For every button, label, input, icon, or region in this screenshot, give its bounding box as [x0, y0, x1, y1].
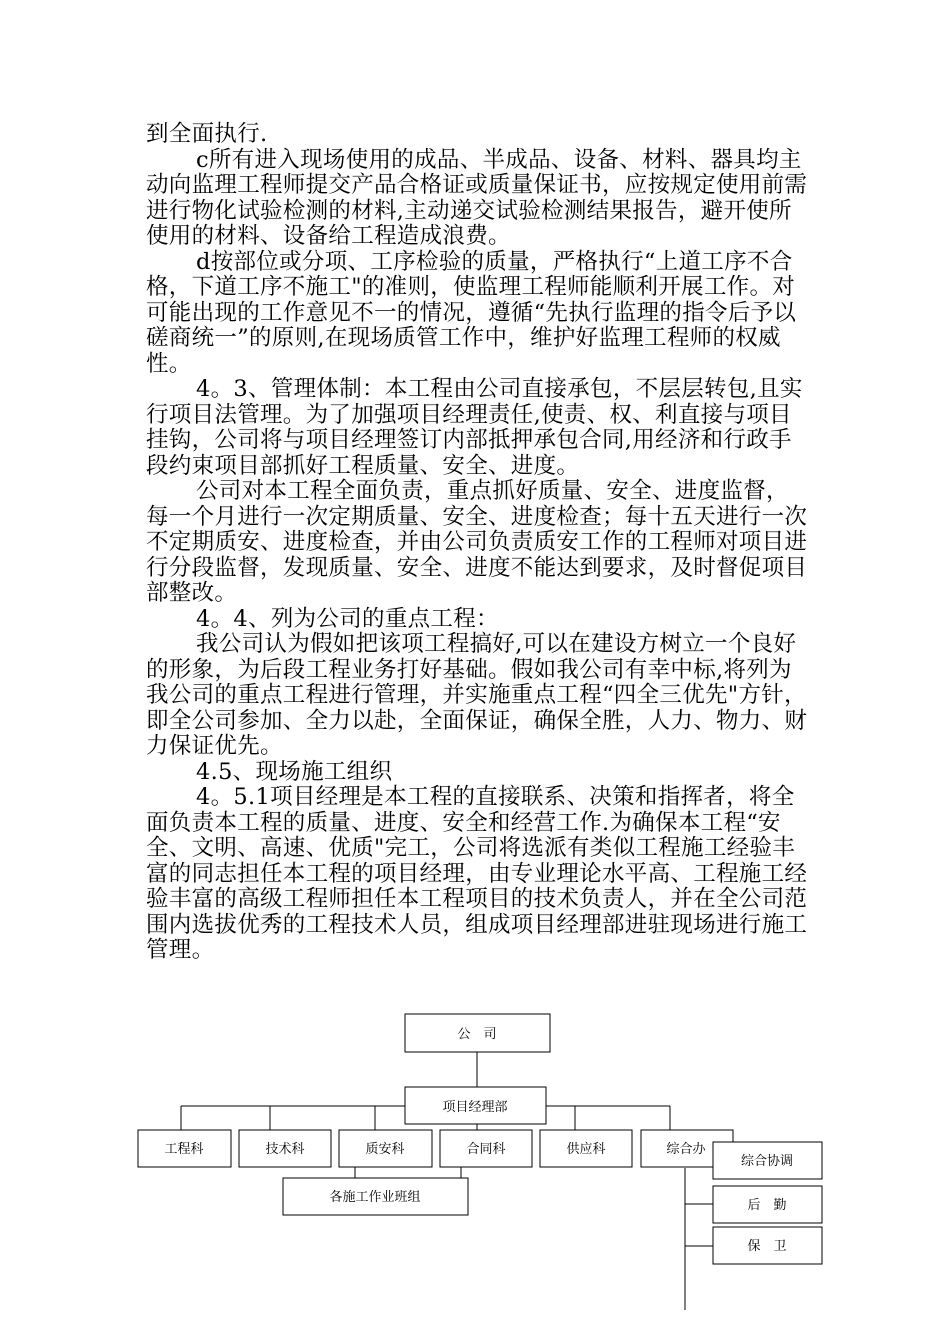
admin-sub-label: 保 卫: [747, 1239, 787, 1254]
paragraph: 到全面执行.: [146, 121, 268, 147]
dept-label: 质安科: [365, 1142, 405, 1157]
admin-sub-label: 后 勤: [747, 1198, 787, 1213]
company-label: 公 司: [457, 1027, 497, 1042]
paragraph: 我公司认为假如把该项工程搞好,可以在建设方树立一个良好的形象，为后段工程业务打好基础。假如我公司有幸中标,将列为我公司的重点工程进行管理，并实施重点工程“四全三优先"方针，即全公司参加、全力以赴，全面保证，确保全胜，人力、物力、财力保证优先。: [146, 631, 808, 759]
dept-label: 供应科: [566, 1142, 606, 1157]
paragraph: 公司对本工程全面负责，重点抓好质量、安全、进度监督，每一个月进行一次定期质量、安全、进度检查；每十五天进行一次不定期质安、进度检查，并由公司负责质安工作的工程师对项目进行分段监督，发现质量、安全、进度不能达到要求，及时督促项目部整改。: [146, 478, 808, 606]
paragraph: 4。4、列为公司的重点工程：: [196, 605, 499, 632]
paragraph: 4。5.1项目经理是本工程的直接联系、决策和指挥者，将全面负责本工程的质量、进度、安全和经营工作.为确保本工程“安全、文明、高速、优质"完工，公司将选派有类似工程施工经验丰富的同志担任本工程的项目经理，由专业理论水平高、工程施工经验丰富的高级工程师担任本工程项目的技术负责人，并在全公司范围内选拔优秀的工程技术人员，组成项目经理部进驻现场进行施工管理。: [146, 784, 808, 963]
project-dept-label: 项目经理部: [442, 1100, 508, 1115]
paragraph: 4.5、现场施工组织: [196, 758, 393, 785]
paragraph: 4。3、管理体制：本工程由公司直接承包，不层层转包,且实行项目法管理。为了加强项目经理责任,使责、权、利直接与项目挂钩，公司将与项目经理签订内部抵押承包合同,用经济和行政手段约束项目部抓好工程质量、安全、进度。: [146, 376, 803, 479]
paragraph: c所有进入现场使用的成品、半成品、设备、材料、器具均主动向监理工程师提交产品合格证或质量保证书，应按规定使用前需进行物化试验检测的材料,主动递交试验检测结果报告，避开使所使用的材料、设备给工程造成浪费。: [146, 146, 808, 249]
dept-label: 工程科: [164, 1142, 204, 1157]
paragraph: d按部位或分项、工序检验的质量，严格执行“上道工序不合格，下道工序不施工"的准则，使监理工程师能顺利开展工作。对可能出现的工作意见不一的情况，遵循“先执行监理的指令后予以磋商统一”的原则,在现场质管工作中，维护好监理工程师的权威性。: [146, 248, 797, 377]
admin-sub-label: 综合协调: [740, 1154, 794, 1169]
dept-label: 技术科: [265, 1142, 305, 1157]
work-teams-label: 各施工作业班组: [329, 1190, 421, 1205]
dept-label: 合同科: [466, 1142, 506, 1157]
dept-label: 综合办: [666, 1142, 706, 1157]
